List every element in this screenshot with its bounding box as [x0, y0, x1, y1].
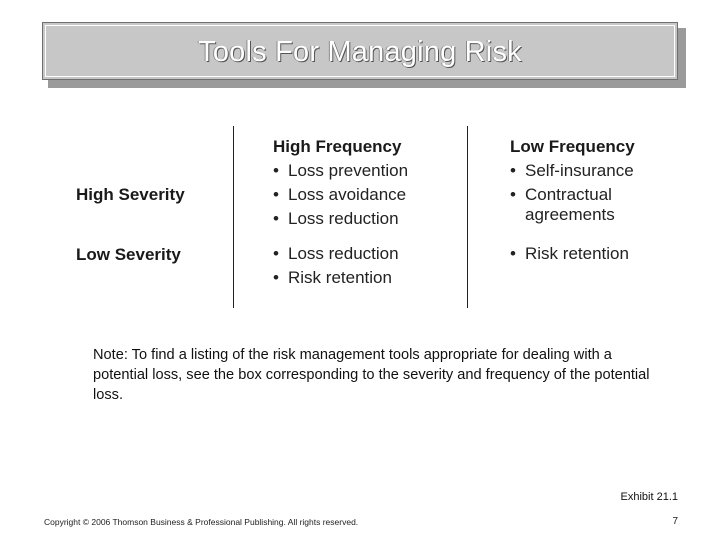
matrix-divider-left [233, 126, 234, 308]
note-text: Note: To find a listing of the risk management tools appropriate for dealing with a potential loss, see the box corresponding to the severity and frequency of the potential loss. [93, 347, 650, 403]
cell-low-severity-high-frequency [273, 242, 399, 290]
slide-title: Tools For Managing Risk [198, 36, 522, 68]
page-number: 7 [672, 516, 678, 527]
column-header-high-frequency: High Frequency [273, 137, 402, 156]
list-item: • Loss reduction [273, 207, 408, 231]
list-item: • Risk retention [510, 242, 629, 266]
list-item: • Loss prevention [273, 159, 408, 183]
cell-low-severity-low-frequency [510, 242, 629, 266]
cell-high-severity-low-frequency [510, 159, 634, 223]
matrix-divider-right [467, 126, 468, 308]
list-item-line: • Contractual [525, 185, 612, 204]
cell-high-severity-high-frequency [273, 159, 408, 231]
column-header-low-frequency: Low Frequency [510, 137, 635, 156]
copyright-text: Copyright © 2006 Thomson Business & Professional Publishing. All rights reserved. [44, 517, 359, 527]
list-item: • Self-insurance [510, 159, 634, 183]
row-header-low-severity: Low Severity [76, 245, 181, 264]
row-header-high-severity: High Severity [76, 185, 185, 204]
list-item: • Risk retention [273, 266, 399, 290]
list-item [510, 183, 634, 223]
list-item-line: agreements [525, 205, 615, 224]
exhibit-label: Exhibit 21.1 [620, 491, 678, 503]
title-banner [42, 22, 678, 80]
list-item: • Loss avoidance [273, 183, 408, 207]
list-item: • Loss reduction [273, 242, 399, 266]
